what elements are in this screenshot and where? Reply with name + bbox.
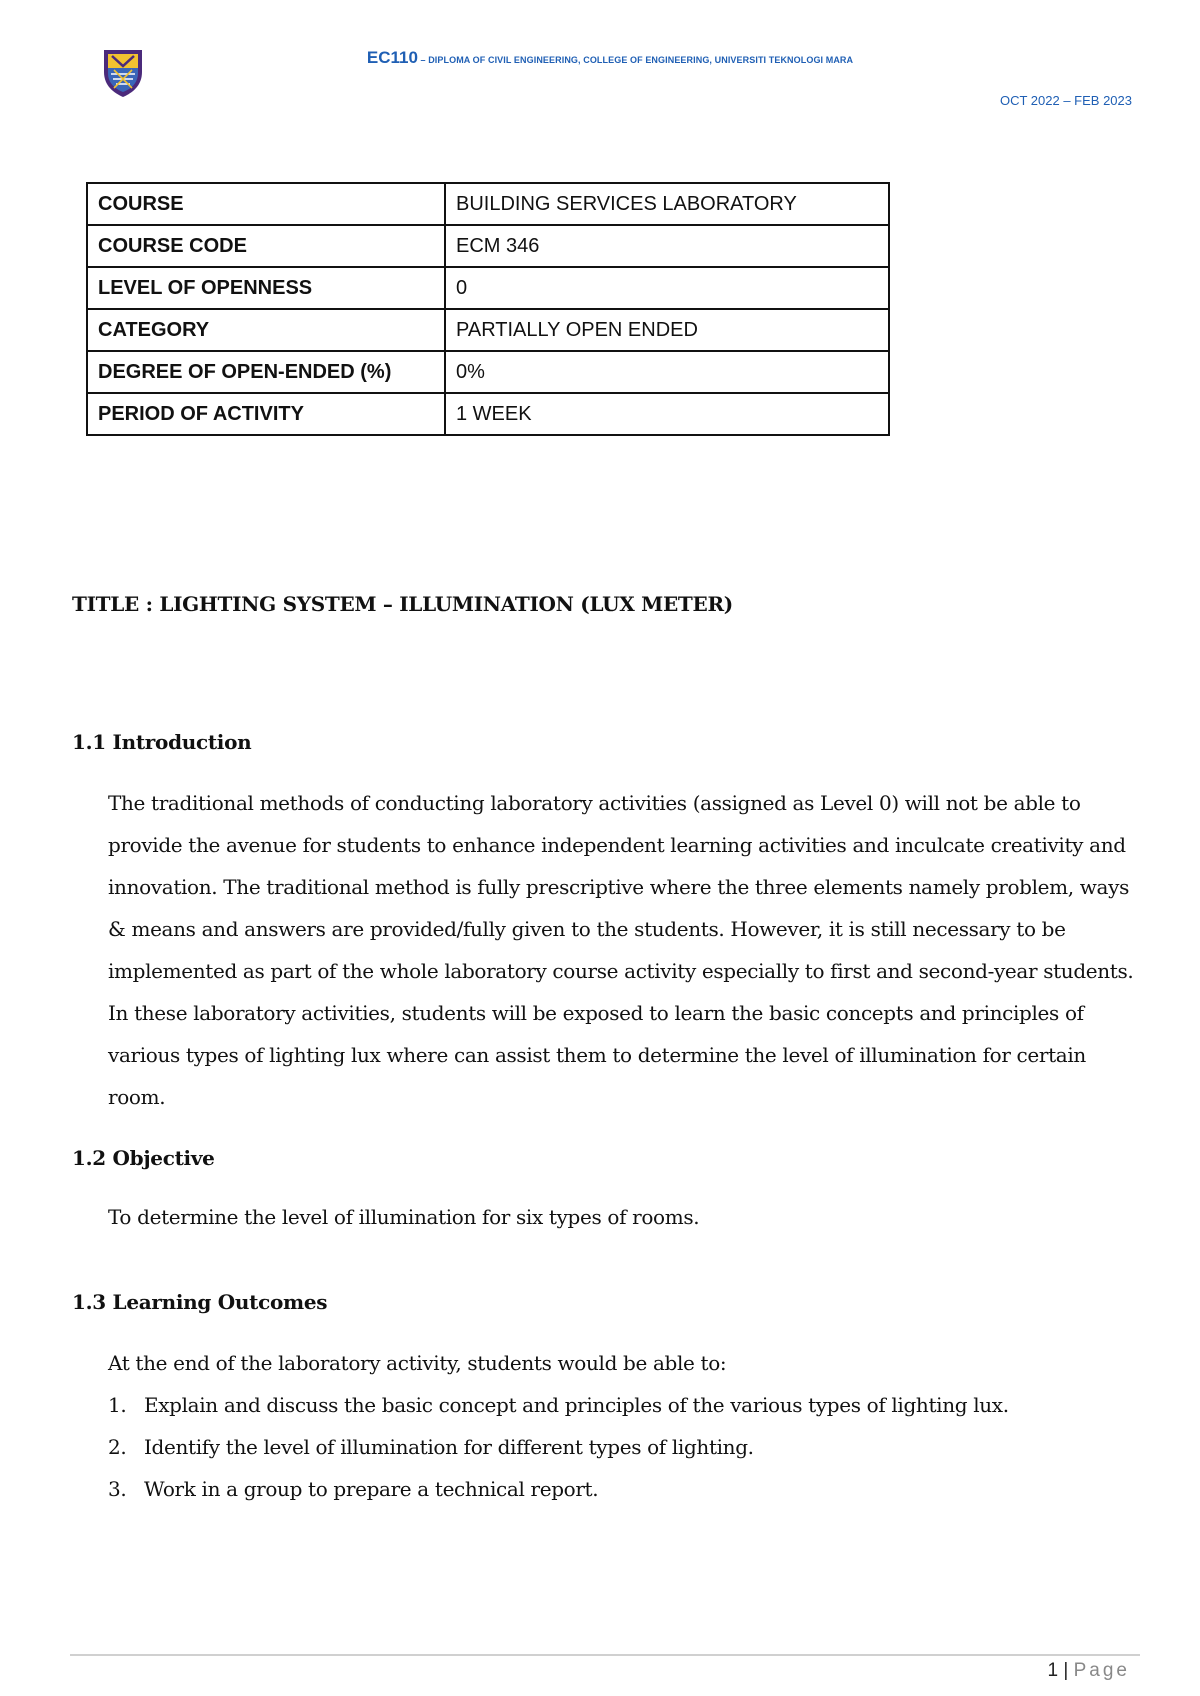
list-item bbox=[108, 1426, 1138, 1468]
info-label: COURSE CODE bbox=[87, 225, 445, 267]
page-word: Page bbox=[1073, 1660, 1130, 1681]
table-row bbox=[87, 183, 889, 225]
objective-text: To determine the level of illumination for six types of rooms. bbox=[108, 1205, 700, 1229]
info-label: DEGREE OF OPEN-ENDED (%) bbox=[87, 351, 445, 393]
info-label: PERIOD OF ACTIVITY bbox=[87, 393, 445, 435]
objective-heading: 1.2 Objective bbox=[72, 1146, 215, 1170]
uitm-crest-icon bbox=[100, 46, 146, 98]
page-number: 1 bbox=[1047, 1660, 1059, 1681]
intro-heading: 1.1 Introduction bbox=[72, 730, 252, 754]
info-value: 0% bbox=[445, 351, 889, 393]
list-item bbox=[108, 1468, 1138, 1510]
list-number: 2. bbox=[108, 1435, 127, 1459]
list-text: Identify the level of illumination for different types of lighting. bbox=[144, 1435, 754, 1459]
document-header bbox=[150, 48, 1070, 68]
page-footer bbox=[1048, 1660, 1130, 1682]
intro-paragraph-1: The traditional methods of conducting laboratory activities (assigned as Level 0) will not be able to provide the avenue for students to enhance independent learning activities and inculcate creativity and innovation. The traditional method is fully prescriptive where the three elements namely problem, ways & means and answers are provided/fully given to the students. However, it is still necessary to be implemented as part of the whole laboratory course activity especially to first and second-year students. bbox=[108, 791, 1134, 983]
footer-divider bbox=[70, 1654, 1140, 1656]
intro-paragraph-2: In these laboratory activities, students will be exposed to learn the basic concepts and principles of various types of lighting lux where can assist them to determine the level of illumination for certain room. bbox=[108, 1001, 1086, 1109]
info-value: BUILDING SERVICES LABORATORY bbox=[445, 183, 889, 225]
outcomes-list bbox=[108, 1384, 1138, 1510]
list-text: Explain and discuss the basic concept and principles of the various types of lighting lux. bbox=[144, 1393, 1009, 1417]
footer-separator: | bbox=[1058, 1660, 1074, 1681]
info-label: COURSE bbox=[87, 183, 445, 225]
header-description: – DIPLOMA OF CIVIL ENGINEERING, COLLEGE OF ENGINEERING, UNIVERSITI TEKNOLOGI MARA bbox=[417, 55, 854, 65]
info-value: 1 WEEK bbox=[445, 393, 889, 435]
info-value: 0 bbox=[445, 267, 889, 309]
table-row bbox=[87, 267, 889, 309]
table-row bbox=[87, 393, 889, 435]
session-label: OCT 2022 – FEB 2023 bbox=[999, 93, 1132, 108]
table-row bbox=[87, 309, 889, 351]
list-number: 1. bbox=[108, 1393, 127, 1417]
list-item bbox=[108, 1384, 1138, 1426]
outcomes-heading: 1.3 Learning Outcomes bbox=[72, 1290, 328, 1314]
info-value: PARTIALLY OPEN ENDED bbox=[445, 309, 889, 351]
info-label: LEVEL OF OPENNESS bbox=[87, 267, 445, 309]
table-row bbox=[87, 351, 889, 393]
list-text: Work in a group to prepare a technical report. bbox=[144, 1477, 599, 1501]
info-value: ECM 346 bbox=[445, 225, 889, 267]
info-label: CATEGORY bbox=[87, 309, 445, 351]
course-code-header: EC110 bbox=[366, 48, 418, 67]
table-row bbox=[87, 225, 889, 267]
outcomes-lead: At the end of the laboratory activity, students would be able to: bbox=[108, 1351, 727, 1375]
document-title: TITLE : LIGHTING SYSTEM – ILLUMINATION (LUX METER) bbox=[72, 592, 733, 616]
list-number: 3. bbox=[108, 1477, 127, 1501]
course-info-table bbox=[86, 182, 890, 436]
